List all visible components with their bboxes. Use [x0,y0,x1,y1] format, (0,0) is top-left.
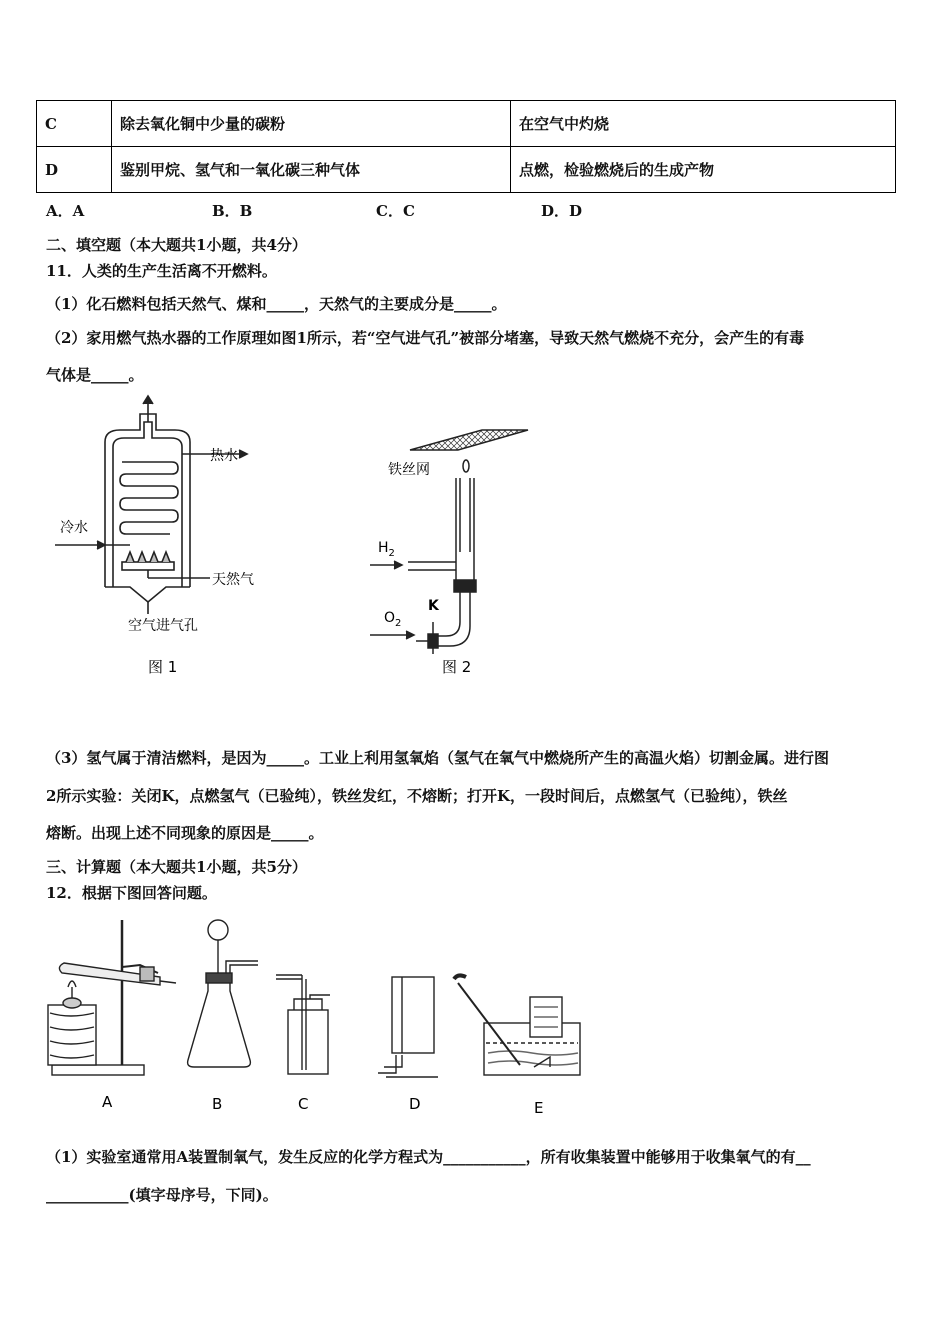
choice-a[interactable]: A．A [46,202,85,220]
choice-b[interactable]: B．B [212,202,253,220]
wire-mesh-label: 铁丝网 [388,462,430,478]
row-purpose: 鉴别甲烷、氢气和一氧化碳三种气体 [112,147,511,193]
air-inlet-label: 空气进气孔 [128,618,198,634]
row-method: 点燃，检验燃烧后的生成产物 [511,147,896,193]
row-method: 在空气中灼烧 [511,101,896,147]
hot-water-label: 热水 [210,448,238,464]
question-11-part1: （1）化石燃料包括天然气、煤和_____，天然气的主要成分是_____。 [46,295,507,313]
h2-label: $H_2$ [378,540,395,559]
apparatus-label-b: B [212,1095,223,1113]
question-11-part2-line1: （2）家用燃气热水器的工作原理如图1所示，若“空气进气孔”被部分堵塞，导致天然气燃烧不充分，会产生的有毒 [46,329,805,347]
wire-mesh-shape [410,430,528,450]
question-11-part3-line3: 熔断。出现上述不同现象的原因是_____。 [46,824,324,842]
figure-1-water-heater [50,392,290,682]
apparatus-label-e: E [534,1099,544,1117]
cold-water-label: 冷水 [60,520,88,536]
o2-label: $O_2$ [384,610,402,629]
figure-1-caption: 图 1 [148,658,178,676]
apparatus-label-d: D [409,1095,421,1113]
row-purpose: 除去氧化铜中少量的碳粉 [112,101,511,147]
question-11-part3-line1: （3）氢气属于清洁燃料，是因为_____。工业上利用氢氧焰（氢气在氧气中燃烧所产生的高温火焰）切割金属。进行图 [46,749,829,767]
apparatus-label-a: A [102,1093,113,1111]
apparatus-figure [40,915,600,1125]
figure-2-caption: 图 2 [442,658,472,676]
row-label: C [37,101,112,147]
valve-k-label: K [428,598,439,614]
table-row [37,147,896,193]
question-11: 11．人类的生产生活离不开燃料。 [46,262,277,280]
figure-2-torch [370,422,550,682]
section2-heading: 二、填空题（本大题共1小题，共4分） [46,236,307,254]
question-11-part2-line2: 气体是_____。 [46,366,144,384]
apparatus-label-c: C [298,1095,309,1113]
apparatus-a-base [52,1065,144,1075]
choice-c[interactable]: C．C [376,202,415,220]
natural-gas-label: 天然气 [212,572,254,588]
options-table [36,100,896,193]
section3-heading: 三、计算题（本大题共1小题，共5分） [46,858,307,876]
question-11-part3-line2: 2所示实验：关闭K，点燃氢气（已验纯），铁丝发红，不熔断；打开K，一段时间后，点燃氢气（已验纯），铁丝 [46,787,788,805]
row-label: D [37,147,112,193]
choice-d[interactable]: D．D [541,202,583,220]
question-12: 12．根据下图回答问题。 [46,884,217,902]
table-row [37,101,896,147]
question-12-part1-line2: ___________(填字母序号，下同)。 [46,1186,278,1204]
question-12-part1-line1: （1）实验室通常用A装置制氧气，发生反应的化学方程式为___________，所有收集装置中能够用于收集氧气的有__ [46,1148,811,1166]
